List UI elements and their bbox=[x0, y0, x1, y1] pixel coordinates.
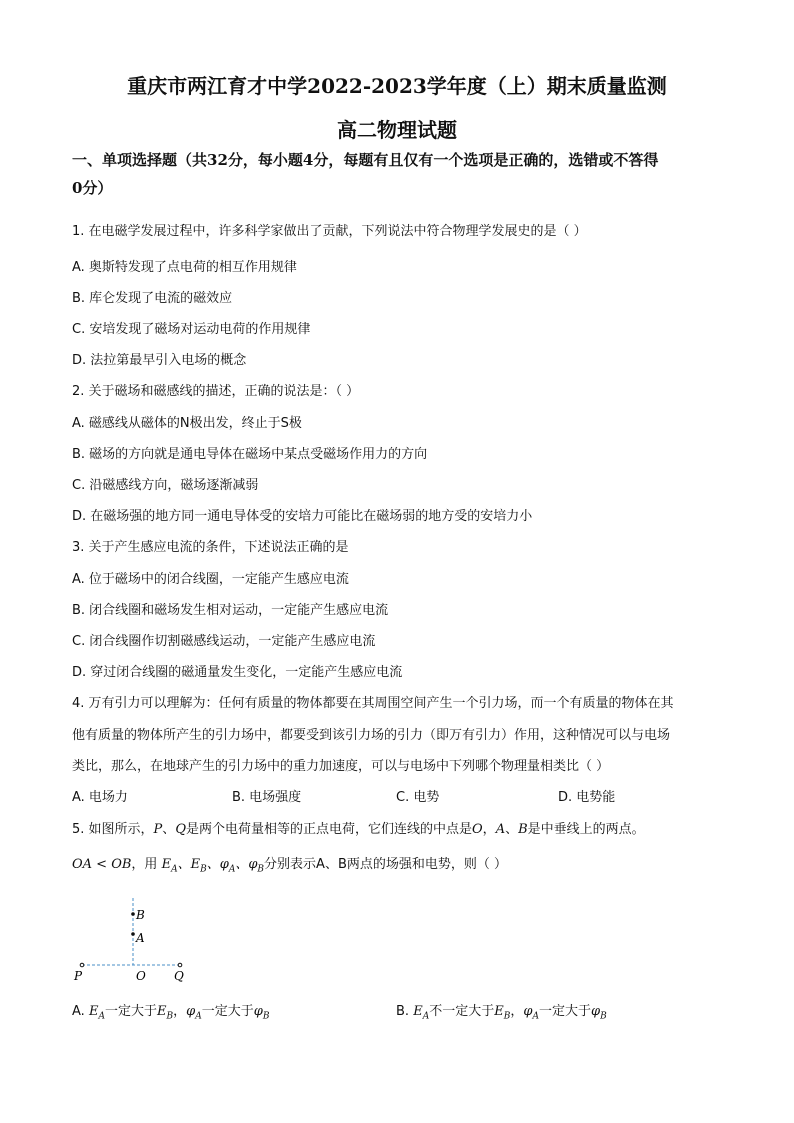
section-heading bbox=[72, 146, 732, 202]
charge-p-dot bbox=[80, 963, 84, 967]
q5-stem-line2: OA < OB，用 $E_A$、$E_B$、$\varphi_A$、$\varphi_B$分别表示A、B两点的场强和电势，则（ ） bbox=[72, 857, 507, 875]
q4-option-c: C. 电势 bbox=[396, 790, 440, 805]
section-heading-line2: 0分） bbox=[72, 179, 113, 197]
point-a-dot bbox=[131, 932, 135, 936]
q1-option-c: C. 安培发现了磁场对运动电荷的作用规律 bbox=[72, 322, 311, 337]
q5-option-b: B. $E_A$不一定大于$E_B$，$\varphi_A$一定大于$\varphi_B$ bbox=[396, 1004, 607, 1022]
q4-option-a: A. 电场力 bbox=[72, 790, 128, 805]
label-o: O bbox=[136, 969, 146, 983]
charge-q-dot bbox=[178, 963, 182, 967]
q1-option-a: A. 奥斯特发现了点电荷的相互作用规律 bbox=[72, 260, 297, 275]
q4-option-d: D. 电势能 bbox=[558, 790, 616, 805]
q2-option-b: B. 磁场的方向就是通电导体在磁场中某点受磁场作用力的方向 bbox=[72, 447, 428, 462]
point-b-dot bbox=[131, 912, 135, 916]
q5-math-oa-ob: OA < OB bbox=[72, 857, 132, 872]
q4-stem-line2: 他有质量的物体所产生的引力场中，都要受到该引力场的引力（即万有引力）作用，这种情况可以与电场 bbox=[72, 728, 671, 743]
q3-stem: 3. 关于产生感应电流的条件，下述说法正确的是 bbox=[72, 540, 349, 555]
q5-option-a: A. $E_A$一定大于$E_B$，$\varphi_A$一定大于$\varphi_B$ bbox=[72, 1004, 270, 1022]
q2-option-c: C. 沿磁感线方向，磁场逐渐减弱 bbox=[72, 478, 259, 493]
q1-option-d: D. 法拉第最早引入电场的概念 bbox=[72, 353, 247, 368]
page-title: 重庆市两江育才中学2022-2023学年度（上）期末质量监测 bbox=[127, 74, 667, 98]
q1-stem: 1. 在电磁学发展过程中，许多科学家做出了贡献，下列说法中符合物理学发展史的是（ ） bbox=[72, 224, 587, 239]
page-subtitle: 高二物理试题 bbox=[337, 118, 457, 142]
q3-option-c: C. 闭合线圈作切割磁感线运动，一定能产生感应电流 bbox=[72, 634, 376, 649]
q4-stem-line1: 4. 万有引力可以理解为：任何有质量的物体都要在其周围空间产生一个引力场，而一个有质量的物体在其 bbox=[72, 696, 674, 711]
q3-option-b: B. 闭合线圈和磁场发生相对运动，一定能产生感应电流 bbox=[72, 603, 389, 618]
q3-option-a: A. 位于磁场中的闭合线圈，一定能产生感应电流 bbox=[72, 572, 349, 587]
q4-stem-line3: 类比，那么，在地球产生的引力场中的重力加速度，可以与电场中下列哪个物理量相类比（ ） bbox=[72, 759, 610, 774]
q5-stem-line1: 5. 如图所示，P、Q是两个电荷量相等的正点电荷，它们连线的中点是O，A、B是中垂线上的两点。 bbox=[72, 822, 645, 837]
q3-option-d: D. 穿过闭合线圈的磁通量发生变化，一定能产生感应电流 bbox=[72, 665, 403, 680]
label-a: A bbox=[136, 931, 145, 945]
label-q: Q bbox=[174, 969, 184, 983]
q2-option-d: D. 在磁场强的地方同一通电导体受的安培力可能比在磁场弱的地方受的安培力小 bbox=[72, 509, 533, 524]
label-b: B bbox=[136, 908, 145, 922]
q2-stem: 2. 关于磁场和磁感线的描述，正确的说法是：（ ） bbox=[72, 384, 360, 399]
q4-option-b: B. 电场强度 bbox=[232, 790, 302, 805]
section-heading-line1: 一、单项选择题（共32分，每小题4分，每题有且仅有一个选项是正确的，选错或不答得 bbox=[72, 151, 659, 169]
label-p: P bbox=[74, 969, 83, 983]
q2-option-a: A. 磁感线从磁体的N极出发，终止于S极 bbox=[72, 416, 302, 431]
q1-option-b: B. 库仑发现了电流的磁效应 bbox=[72, 291, 233, 306]
q5-figure bbox=[68, 880, 208, 990]
